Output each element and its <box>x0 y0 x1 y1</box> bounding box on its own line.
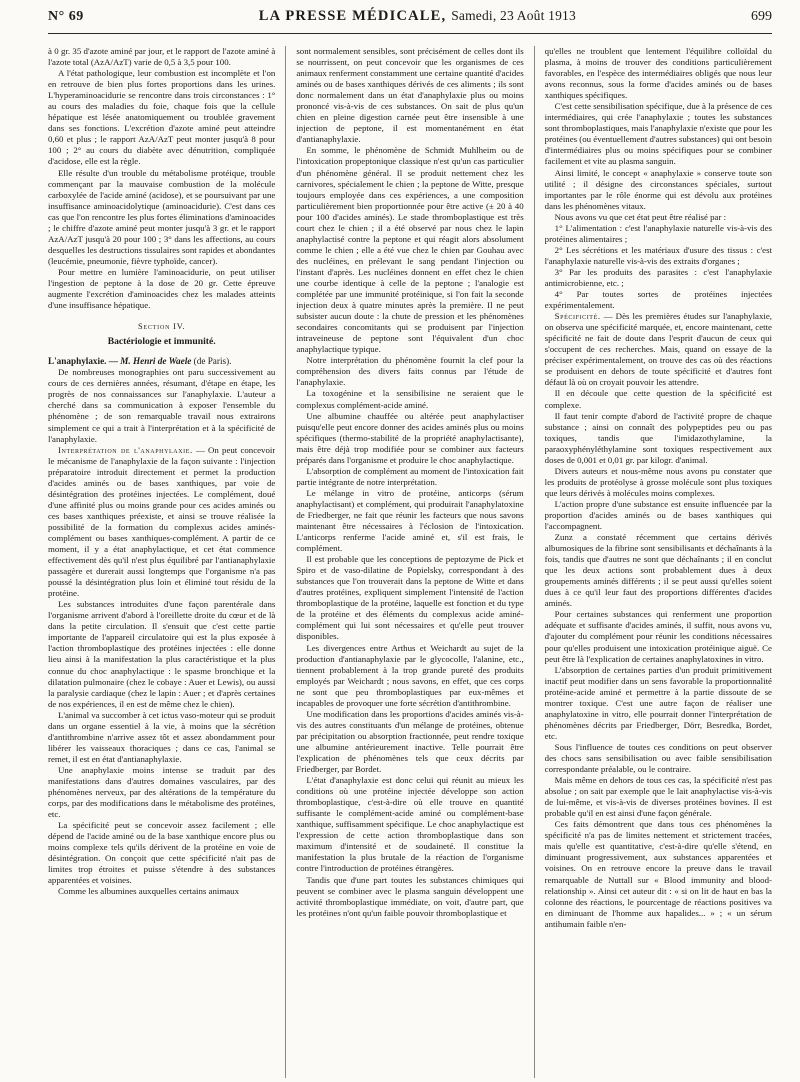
article-title: L'anaphylaxie. — <box>48 356 118 367</box>
column-1 <box>48 46 275 1078</box>
paragraph: Mais même en dehors de tous ces cas, la spécificité n'est pas absolue ; on sait par exemple que le lait anaphylactise vis-à-vis de lui-même, et vis-à-vis de diverses protéines bovines. Il est probable qu'il en est ainsi d'une façon générale. <box>544 775 772 819</box>
paragraph: A l'état pathologique, leur combustion est incomplète et l'on en retrouve de bien plus fortes proportions dans les urines. L'hyperaminoacidurie se rencontre dans trois circonstances : 1° au cours des maladies du foie, chaque fois que la cellule hépatique est lésée anatomiquement ou troublée gravement dans ses fonctions. L'excrétion d'azote aminé peut atteindre 0,60 et plus ; le rapport AzA/AzT peut monter jusqu'à 8 pour 100 ; 2° au cours du diabète avec dénutrition, compliquée d'acidose, elle est la règle. <box>48 68 276 167</box>
paragraph: Une anaphylaxie moins intense se traduit par des manifestations dans d'autres domaines vasculaires, par des phénomènes nerveux, par des altérations de la température du corps, par des modifications dans le métabolisme des protéines, etc. <box>48 764 276 820</box>
paragraph: Notre interprétation du phénomène fournit la clef pour la compréhension des divers faits connus par l'étude de l'anaphylaxie. <box>296 355 524 388</box>
paragraph: Nous avons vu que cet état peut être réalisé par : <box>554 211 727 222</box>
runin-heading: Interprétation de l'anaphylaxie. <box>58 444 193 455</box>
paragraph: L'action propre d'une substance est ensuite influencée par la proportion d'acides aminés ou de bases xanthiques qui l'accompagnent. <box>544 498 772 532</box>
paragraph: Ainsi limité, le concept « anaphylaxie » conserve toute son utilité ; il désigne des circonstances spéciales, surtout importantes par le rôle énorme qui est dévolu aux protéines dans les phénomènes vitaux. <box>544 167 772 211</box>
paragraph: En somme, le phénomène de Schmidt Muhlheim ou de l'intoxication propeptonique classique n'est qu'un cas particulier d'un phénomène général. Il se produit nettement chez les carnivores, spécialement le chien ; la peptone de Witte, presque toujours employée dans ces expériences, a une composition particulièrement bien proportionnée pour être active (± 20 à 40 pour 100 d'acides aminés). Le stade thromboplastique est très court chez le chien ; il a été observé par nous chez le lapin anaphylactisé contre la peptone et qui réagit alors absolument comme le chien ; elle a été vue chez le chien par Gouhau avec des nucléines, en prélevant le sang pendant l'injection ou l'instant d'après. Les nucléines donnent en effet chez le chien une courbe identique à celle de la peptone ; l'analogie est complétée par une immunité protéinique, si l'on fait la seconde injection deux à quatre minutes après la première. Il ne peut subsister aucun doute : la chute de pression et les phénomènes secondaires concomitants qui se produisent par l'injection intraveineuse de peptone sont l'équivalent d'un choc anaphylactique typique. <box>296 145 524 355</box>
section-title: Bactériologie et immunité. <box>107 336 216 348</box>
paragraph: Comme les albumines auxquelles certains animaux <box>58 886 240 897</box>
paragraph: La toxogénine et la sensibilisine ne seraient que le complexus complément-acide aminé. <box>296 388 524 410</box>
runin-heading: Spécificité. <box>554 311 601 322</box>
paragraph: Il faut tenir compte d'abord de l'activité propre de chaque substance ; ainsi on connaît des polypeptides peu ou pas toxiques, tandis que l'imidazothylamine, la paraoxyphényléthylamine sont toxiques respectivement aux doses de 0,001 et 0,01 gr. par kilogr. d'animal. <box>544 410 772 465</box>
paragraph: Il est probable que les conceptions de peptozyme de Pick et Spiro et de vaso-dilatine de Popielsky, correspondant à des substances que l'on trouverait dans la peptone de Witte et dans d'autres protéines, expliquent simplement l'intensité de l'action thromboplastique de la protéine, laquelle est fonction et du type de la protéine et des éléments du complexus acide aminé-complément qui lui sont nécessaires et qu'elle peut trouver disponibles. <box>296 554 524 642</box>
paragraph: C'est cette sensibilisation spécifique, due à la présence de ces intermédiaires, qui crée l'anaphylaxie ; toutes les substances sont thromboplastiques, mais l'anaphylaxie n'existe que pour les protéines (ou éventuellement d'autres substances) qui ont besoin d'intermédiaires plus ou moins spécifiques pour se combiner facilement et vite au plasma sanguin. <box>544 101 772 167</box>
section-number: Section IV. <box>137 322 186 332</box>
paragraph: Les divergences entre Arthus et Weichardt au sujet de la production d'antianaphylaxie par le glycocolle, l'alanine, etc., tiennent probablement à la trop grande pureté des produits employés par Weichardt ; nous savons, en effet, que ces corps ne sont que peu thromboplastiques par eux-mêmes et incapables de provoquer une forte sécrétion d'antithrombine. <box>296 642 524 708</box>
page-header <box>48 8 772 34</box>
paragraph: La spécificité peut se concevoir assez facilement ; elle dépend de l'acide aminé ou de la base xanthique encore plus ou moins complexe tels qu'ils dérivent de la protéine en voie de désintégration. On conçoit que cette spécificité n'ait pas de limites trop étroites et puisse s'étendre à des substances apparentées et voisines. <box>48 820 276 886</box>
article-columns <box>48 46 772 1078</box>
column-3 <box>545 46 772 1078</box>
paragraph-with-runin <box>48 445 275 600</box>
paragraph: L'état d'anaphylaxie est donc celui qui réunit au mieux les conditions où une protéine injectée développe son action thromboplastique, c'est-à-dire où elle trouve en quantité suffisante le complément-acide aminé ou complément-base xanthique, suffisamment spécifique. Le choc anaphylactique est l'expression de cette action thromboplastique dans son maximum d'intensité et de soudaineté. Il constitue la manifestation la plus brutale de la réaction de l'organisme contre l'introduction de protéines étrangères. <box>296 775 524 874</box>
paragraph: qu'elles ne troublent que lentement l'équilibre colloïdal du plasma, à moins de trouver des conditions particulièrement favorables, en l'espèce des intermédiaires obligés que nous leur avons reconnus, sous la forme d'acides aminés ou de bases xanthiques spécifiques. <box>544 46 772 101</box>
paragraph: L'absorption de certaines parties d'un produit primitivement inactif peut modifier dans un sens favorable la proportionnalité protéine-acide aminé et permettre à la partie dissoute de se montrer toxique. C'est une autre façon de réaliser une anaphylatoxine in vitro, elle pourrait donner l'interprétation de phénomènes décrits par Friedberger, Dörr, Besredka, Bordet, etc. <box>544 664 772 741</box>
paragraph: Une modification dans les proportions d'acides aminés vis-à-vis des autres constituants d'un mélange de protéines, obtenue par précipitation ou absorption fractionnée, peut rendre toxique une albumine antérieurement inactive. Telle pourrait être l'explication de phénomènes tels que ceux décrits par Friedberger, par Bordet. <box>296 708 524 775</box>
column-divider <box>285 46 286 1078</box>
paragraph: L'absorption de complément au moment de l'intoxication fait partie intégrante de notre interprétation. <box>296 465 524 487</box>
paragraph: Pour mettre en lumière l'aminoacidurie, on peut utiliser l'ingestion de peptone à la dose de 20 gr. Cette épreuve augmente l'excrétion d'aminoacides chez les malades atteints d'une insuffisance hépatique. <box>48 266 276 311</box>
article-heading <box>48 356 275 367</box>
paragraph: Il en découle que cette question de la spécificité est complexe. <box>544 388 772 410</box>
paragraph: Les substances introduites d'une façon parentérale dans l'organisme arrivent d'abord à l'oreillette droite du cœur et de là dans la petite circulation. Il s'ensuit que c'est cette partie importante de l'appareil circulatoire qui est la plus exposée à l'action thromboplastique des protéines injectées : elle donne lieu ainsi à la manifestation la plus caractéristique et la plus connue du choc anaphylactique : le spasme bronchique et la dilatation pulmonaire (chez le cobaye : Auer et Lewis), ou aussi la paralysie cardiaque (chez le lapin : Auer ; et d'après certaines de nos expériences, il en est de même chez le chien). <box>48 599 276 709</box>
article-affiliation: (de Paris). <box>193 356 232 367</box>
list-item: 2° Les sécrétions et les matériaux d'usure des tissus : c'est l'anaphylaxie naturelle vis-à-vis des extraits d'organes ; <box>544 244 772 266</box>
page-number: 699 <box>751 9 772 24</box>
list-item: 3° Par les produits des parasites : c'est l'anaphylaxie antimicrobienne, etc. ; <box>544 266 772 288</box>
journal-name: LA PRESSE MÉDICALE, <box>258 8 447 24</box>
column-divider <box>534 46 535 1078</box>
paragraph: Pour certaines substances qui renferment une proportion adéquate et suffisante d'acides aminés, il suffit, nous avons vu, d'ajouter du complément pour réunir les conditions nécessaires pour qu'elles produisent une intoxication protéinique aiguë. Ce peut être là l'explication de certaines anaphylatoxines in vitro. <box>544 609 772 664</box>
list-item: 4° Par toutes sortes de protéines injectées expérimentalement. <box>544 289 772 311</box>
paragraph: Divers auteurs et nous-même nous avons pu constater que les produits de protéolyse à grosse molécule sont plus toxiques que leurs dérivés à molécules moins complexes. <box>544 465 772 498</box>
paragraph: Sous l'influence de toutes ces conditions on peut observer des chocs sans sensibilisation ou avec faible sensibilisation correspondante préalable, ou le contraire. <box>544 741 772 775</box>
paragraph: Zunz a constaté récemment que certains dérivés albumosiques de la fibrine sont sensibilisants et déchaînants à la fois, tandis que d'autres ne sont que déchaînants ; il en conclut que les deux actions sont probablement dues à deux groupements aminés différents ; il se peut aussi qu'elles soient dues à ce qu'il leur faut des proportions différentes d'acides aminés. <box>544 532 772 609</box>
paragraph: De nombreuses monographies ont paru successivement au cours de ces dernières années, résumant, d'étape en étape, les progrès de nos connaissances sur l'anaphylaxie. L'auteur a cherché dans sa communication à exposer l'ensemble du phénomène ; de son remarquable travail nous extrairons simplement ce qui a trait à l'interprétation et à la spécificité de l'anaphylaxie. <box>48 367 276 444</box>
paragraph-with-runin <box>545 311 772 388</box>
list-item: 1° L'alimentation : c'est l'anaphylaxie naturelle vis-à-vis des protéines alimentaires ; <box>544 222 772 244</box>
paragraph: Une albumine chauffée ou altérée peut anaphylactiser puisqu'elle peut encore donner des acides aminés plus ou moins spécifiques (thermo-stabilité de la propriété anaphylactisante), mais être déjà trop modifiée pour se combiner aux facteurs préparés dans l'organisme et produire le choc anaphylactique. <box>296 410 524 465</box>
issue-date: Samedi, 23 Août 1913 <box>451 8 576 23</box>
paragraph: L'animal va succomber à cet ictus vaso-moteur qui se produit dans un organe essentiel à la vie, à moins que la sécrétion d'antithrombine n'arrive assez tôt et assez abondamment pour libérer les vaisseaux thoraciques ; dans ce cas, l'animal se remet, il est en état d'antianaphylaxie. <box>48 709 276 764</box>
paragraph: Tandis que d'une part toutes les substances chimiques qui peuvent se combiner avec le plasma sanguin développent une activité thromboplastique immédiate, on voit, d'autre part, que les protéines n'ont qu'un faible pouvoir thromboplastique et <box>296 874 524 918</box>
paragraph-text: — On peut concevoir le mécanisme de l'anaphylaxie de la façon suivante : l'injection préparatoire introduit directement et permet la production d'acides aminés ou de bases xanthiques, par voie de désintégration des protéines injectées. Le complément, doué d'une affinité plus ou moins grande pour ces acides aminés ou ces bases xanthiques préexiste, et ainsi se trouve réalisée la possibilité de la formation du complexus acides aminés-complément ou bases xanthiques-complément. A partir de ce moment, il y a état anaphylactique, et cet état commence effectivement dès qu'il n'est plus équilibré par l'antianaphylaxie passagère et durerait aussi longtemps que l'organisme n'a pas poussé la désintégration plus loin et éliminé tout résidu de la protéine. <box>48 444 276 599</box>
paragraph: Elle résulte d'un trouble du métabolisme protéique, trouble commençant par la mauvaise combustion de la molécule carboxylée de l'acide aminé (acidose), et se poursuivant par une insuffisance aminoacidolytique (aminoacidurie). C'est dans ces cas que l'on rencontre les plus fortes éliminations d'aminoacides ; le chiffre d'azote aminé peut monter jusqu'à 3 gr. et le rapport AzA/AzT jusqu'à 20 pour 100 ; 3° dans les affections, au cours desquelles les destructions tissulaires sont rapides et abondantes (leucémie, pneumonie, fièvre typhoïde, cancer). <box>48 167 276 266</box>
paragraph: sont normalement sensibles, sont précisément de celles dont ils se nourrissent, on peut concevoir que les organismes de ces animaux renferment constamment une certaine quantité d'acides aminés ou de bases xanthiques dérivés de ces aliments ; ils sont donc normalement dans un état d'anaphylaxie plus ou moins prononcé vis-à-vis de ces substances. On sait de plus qu'un chien en pleine digestion carnée peut être insensible à une injection de peptone, il est momentanément en état d'antianaphylaxie. <box>296 46 524 145</box>
column-2 <box>296 46 523 1078</box>
article-author: M. Henri de Waele <box>120 356 192 367</box>
paragraph: Le mélange in vitro de protéine, anticorps (sérum anaphylactisant) et complément, qui produirait l'anaphylatoxine de Friedberger, ne fait que réunir les facteurs que nous savons maintenant être nécessaires à l'éclosion de l'intoxication. L'anticorps renferme l'acide aminé et, s'il est frais, le complément. <box>296 487 524 554</box>
paragraph-text: — Dès les premières études sur l'anaphylaxie, on observa une spécificité marquée, et, encore maintenant, cette spécificité ne fait de doute dans l'esprit d'aucun de ceux qui s'occupent de ces recherches. Mais, quand on essaye de la préciser expérimentalement, on trouve des cas où des réactions se produisent en dehors de toute spécificité et d'autres font défaut là où on croyait pouvoir les attendre. <box>544 311 772 388</box>
issue-number: N° 69 <box>48 9 84 24</box>
journal-title-line <box>259 8 576 25</box>
paragraph: Ces faits démontrent que dans tous ces phénomènes la spécificité n'a pas de limites nettement et strictement tracées, mais qu'elle est quantitative, c'est-à-dire qu'elle s'étend, en diminuant progressivement, aux substances apparentées et voisines. On en retrouve encore la preuve dans le travail remarquable de Nuttall sur « Blood immunity and blood-relationship ». Ainsi cet auteur dit : « si on lit de haut en bas la colonne des réactions, le pourcentage de réactions positives va en diminuant de l'homme aux hapalides... » ; « un sérum antihumain faible n'en- <box>544 819 772 929</box>
paragraph: à 0 gr. 35 d'azote aminé par jour, et le rapport de l'azote aminé à l'azote total (AzA/AzT) varie de 0,5 à 3,5 pour 100. <box>48 46 276 68</box>
